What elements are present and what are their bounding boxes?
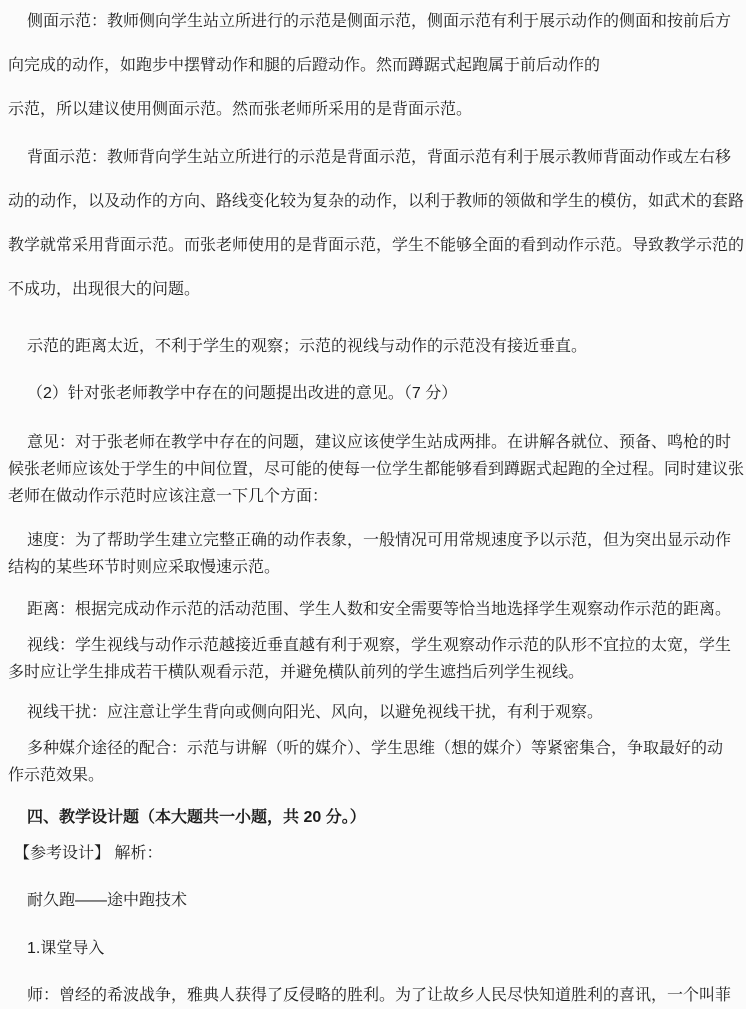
paragraph-line: 距离：根据完成动作示范的活动范围、学生人数和安全需要等恰当地选择学生观察动作示范的距离。 — [27, 601, 732, 618]
p-media-coordination — [8, 735, 746, 789]
section-heading-line: 四、教学设计题（本大题共一小题，共 20 分。） — [27, 809, 366, 826]
heading-section-4 — [8, 804, 746, 831]
p-suggestion-intro — [8, 429, 746, 510]
p-lesson-title — [8, 887, 746, 914]
p-side-demonstration — [8, 0, 746, 132]
paragraph-line: （2）针对张老师教学中存在的问题提出改进的意见。（7 分） — [27, 385, 458, 402]
p-lesson-step-1 — [8, 935, 746, 962]
p-distance-issue — [8, 325, 746, 369]
p-reference-design — [8, 840, 746, 867]
paragraph-line: 侧面示范：教师侧向学生站立所进行的示范是侧面示范，侧面示范有利于展示动作的侧面和按前后方 — [27, 13, 732, 30]
paragraph-line: 【参考设计】 解析： — [14, 845, 163, 862]
paragraph-line: 意见：对于张老师在教学中存在的问题，建议应该使学生站成两排。在讲解各就位、预备、鸣枪的时 — [27, 434, 732, 451]
p-distance — [8, 596, 746, 623]
paragraph-line: 师：曾经的希波战争，雅典人获得了反侵略的胜利。为了让故乡人民尽快知道胜利的喜讯，一个叫菲 — [27, 987, 732, 1004]
p-back-demonstration — [8, 136, 746, 312]
paragraph-line: 背面示范：教师背向学生站立所进行的示范是背面示范，背面示范有利于展示教师背面动作或左右移 — [27, 149, 732, 166]
paragraph-line: 速度：为了帮助学生建立完整正确的动作表象，一般情况可用常规速度予以示范，但为突出显示动作 — [27, 532, 732, 549]
paragraph-line: 耐久跑——途中跑技术 — [27, 892, 188, 909]
paragraph-line: 教学就常采用背面示范。而张老师使用的是背面示范，学生不能够全面的看到动作示范。导致教学示范的 — [8, 237, 745, 254]
paragraph-line: 多种媒介途径的配合：示范与讲解（听的媒介）、学生思维（想的媒介）等紧密集合，争取最好的动 — [27, 740, 724, 757]
p-question-2 — [8, 372, 746, 416]
paragraph-line: 作示范效果。 — [8, 767, 105, 784]
paragraph-line: 示范，所以建议使用侧面示范。然而张老师所采用的是背面示范。 — [8, 101, 473, 118]
paragraph-line: 不成功，出现很大的问题。 — [8, 281, 201, 298]
paragraph-line: 1.课堂导入 — [27, 940, 105, 957]
paragraph-line: 视线：学生视线与动作示范越接近垂直越有利于观察，学生观察动作示范的队形不宜拉的太宽，学生 — [27, 637, 732, 654]
paragraph-line: 结构的某些环节时则应采取慢速示范。 — [8, 559, 281, 576]
p-speed — [8, 527, 746, 581]
paragraph-line: 老师在做动作示范时应该注意一下几个方面： — [8, 488, 329, 505]
paragraph-line: 多时应让学生排成若干横队观看示范，并避免横队前列的学生遮挡后列学生视线。 — [8, 664, 585, 681]
p-sight-interference — [8, 699, 746, 726]
p-sight-line — [8, 632, 746, 686]
paragraph-line: 示范的距离太近，不利于学生的观察；示范的视线与动作的示范没有接近垂直。 — [27, 338, 588, 355]
paragraph-line: 视线干扰：应注意让学生背向或侧向阳光、风向，以避免视线干扰，有利于观察。 — [27, 704, 604, 721]
paragraph-line: 候张老师应该处于学生的中间位置，尽可能的使每一位学生都能够看到蹲踞式起跑的全过程。同时建议张 — [8, 461, 745, 478]
paragraph-line: 动的动作，以及动作的方向、路线变化较为复杂的动作，以利于教师的领做和学生的模仿，如武术的套路 — [8, 193, 745, 210]
paragraph-line: 向完成的动作，如跑步中摆臂动作和腿的后蹬动作。然而蹲踞式起跑属于前后动作的 — [8, 57, 601, 74]
